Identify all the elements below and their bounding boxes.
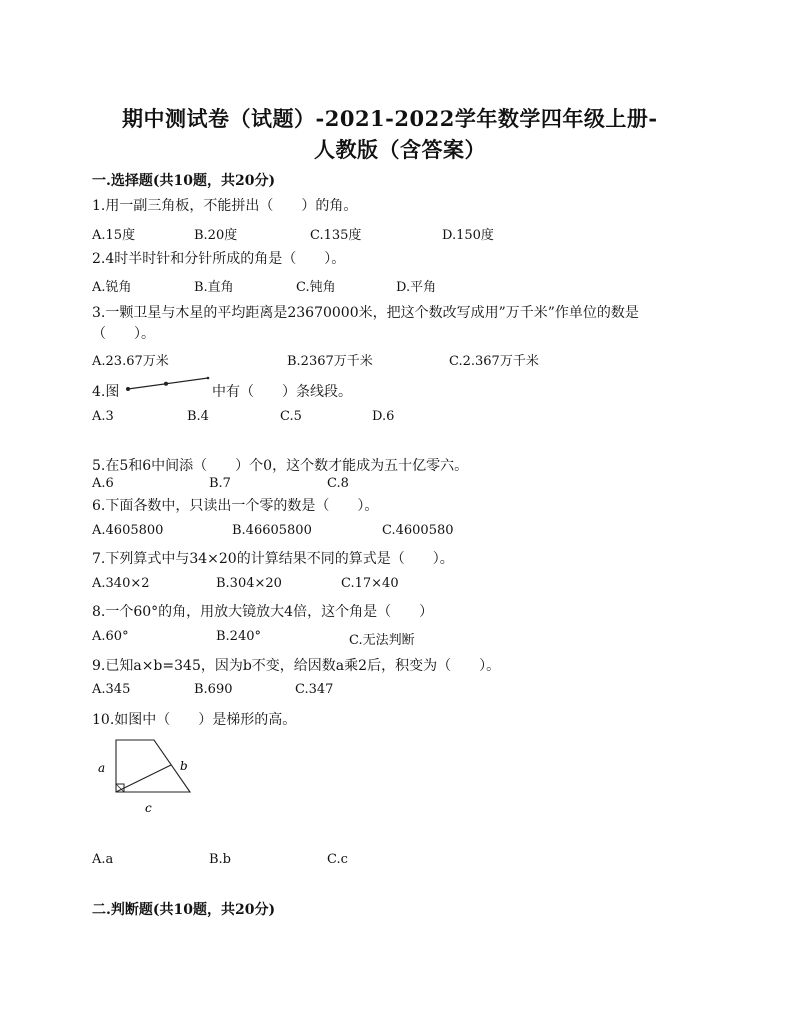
section-heading-judgment: 二.判断题(共10题，共20分) bbox=[92, 902, 276, 918]
q9-option-b: B.690 bbox=[194, 682, 233, 697]
q5-option-c: C.8 bbox=[327, 476, 349, 491]
line-segments-figure bbox=[124, 372, 212, 394]
question-5: 5.在5和6中间添（ ）个0，这个数才能成为五十亿零六。 bbox=[92, 458, 469, 474]
question-6: 6.下面各数中，只读出一个零的数是（ ）。 bbox=[92, 498, 379, 514]
question-4-prefix: 4.图 bbox=[92, 384, 120, 400]
q7-option-c: C.17×40 bbox=[341, 576, 399, 591]
q2-option-c: C.钝角 bbox=[296, 280, 336, 295]
q1-option-d: D.150度 bbox=[442, 228, 494, 243]
question-4-suffix: 中有（ ）条线段。 bbox=[212, 384, 352, 400]
q4-option-b: B.4 bbox=[187, 409, 209, 424]
q4-option-c: C.5 bbox=[280, 409, 302, 424]
q2-option-a: A.锐角 bbox=[92, 280, 132, 295]
q6-option-a: A.4605800 bbox=[92, 523, 164, 538]
q3-option-a: A.23.67万米 bbox=[92, 354, 169, 369]
q9-option-a: A.345 bbox=[92, 682, 131, 697]
label-b: b bbox=[180, 759, 188, 773]
q2-option-b: B.直角 bbox=[194, 280, 234, 295]
label-c: c bbox=[145, 801, 152, 815]
q7-option-a: A.340×2 bbox=[92, 576, 150, 591]
q4-option-d: D.6 bbox=[372, 409, 395, 424]
q8-option-b: B.240° bbox=[216, 629, 261, 644]
q10-option-a: A.a bbox=[92, 852, 114, 867]
q8-option-c: C.无法判断 bbox=[349, 633, 415, 648]
label-a: a bbox=[98, 761, 106, 775]
question-1: 1.用一副三角板，不能拼出（ ）的角。 bbox=[92, 198, 358, 214]
q4-option-a: A.3 bbox=[92, 409, 114, 424]
q5-option-b: B.7 bbox=[209, 476, 231, 491]
section-heading-choice: 一.选择题(共10题，共20分) bbox=[92, 173, 276, 189]
trapezoid-figure bbox=[90, 734, 200, 820]
question-3: 3.一颗卫星与木星的平均距离是23670000米，把这个数改写成用”万千米”作单位的数是 bbox=[92, 305, 639, 321]
question-7: 7.下列算式中与34×20的计算结果不同的算式是（ ）。 bbox=[92, 551, 454, 567]
page-title-line1: 期中测试卷（试题）-2021-2022学年数学四年级上册- bbox=[122, 106, 658, 131]
page-title-line2: 人教版（含答案） bbox=[314, 137, 486, 162]
question-10: 10.如图中（ ）是梯形的高。 bbox=[92, 712, 297, 728]
q1-option-a: A.15度 bbox=[92, 228, 136, 243]
q10-option-b: B.b bbox=[209, 852, 232, 867]
q1-option-c: C.135度 bbox=[310, 228, 362, 243]
q10-option-c: C.c bbox=[327, 852, 348, 867]
q9-option-c: C.347 bbox=[295, 682, 334, 697]
question-3-continued: （ ）。 bbox=[92, 326, 155, 342]
q7-option-b: B.304×20 bbox=[216, 576, 282, 591]
q3-option-b: B.2367万千米 bbox=[287, 354, 373, 369]
q3-option-c: C.2.367万千米 bbox=[449, 354, 539, 369]
q6-option-c: C.4600580 bbox=[382, 523, 454, 538]
q5-option-a: A.6 bbox=[92, 476, 114, 491]
q1-option-b: B.20度 bbox=[194, 228, 238, 243]
question-2: 2.4时半时针和分针所成的角是（ ）。 bbox=[92, 251, 346, 267]
question-9: 9.已知a×b=345，因为b不变，给因数a乘2后，积变为（ ）。 bbox=[92, 658, 501, 674]
q8-option-a: A.60° bbox=[92, 629, 129, 644]
q2-option-d: D.平角 bbox=[396, 280, 437, 295]
q6-option-b: B.46605800 bbox=[232, 523, 312, 538]
question-8: 8.一个60°的角，用放大镜放大4倍，这个角是（ ） bbox=[92, 604, 434, 620]
